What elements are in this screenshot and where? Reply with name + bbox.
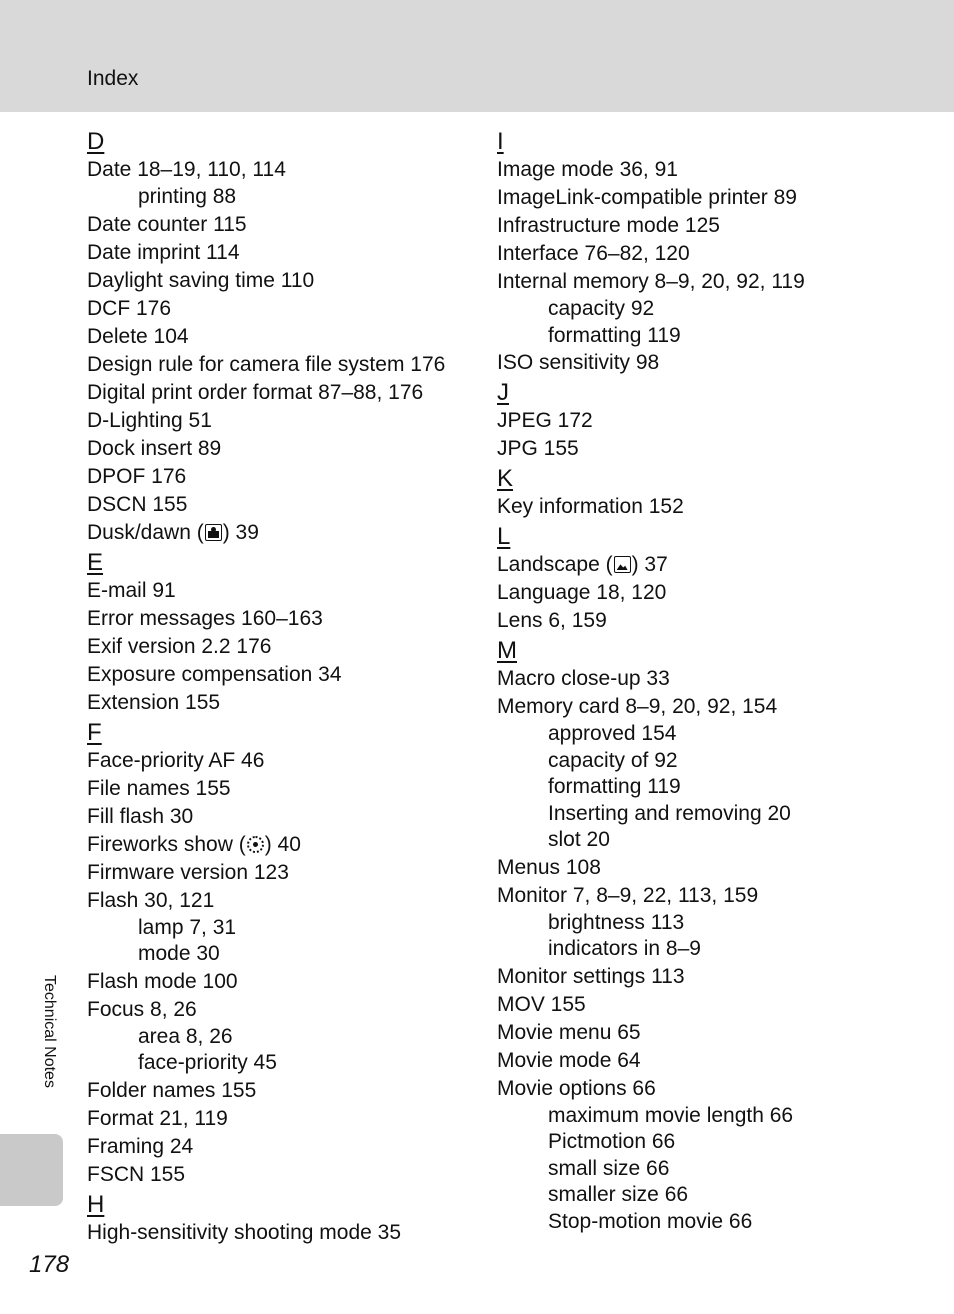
letter-heading-text: D <box>87 128 105 155</box>
index-subentry: small size 66 <box>548 1156 670 1180</box>
section-label: Technical Notes <box>41 975 58 1088</box>
letter-heading <box>87 717 482 747</box>
index-entry: ImageLink-compatible printer 89 <box>497 186 797 209</box>
index-subentry: slot 20 <box>548 828 610 851</box>
letter-heading-text: K <box>497 465 514 492</box>
index-subentry: indicators in 8–9 <box>548 937 701 960</box>
index-entry: Dock insert 89 <box>87 436 222 460</box>
index-subentry: formatting 119 <box>548 775 681 798</box>
index-subentry: area 8, 26 <box>138 1024 233 1048</box>
entry-text: Landscape ( <box>497 553 613 576</box>
index-entry: Memory card 8–9, 20, 92, 154 <box>497 695 778 718</box>
index-entry: D-Lighting 51 <box>87 408 212 432</box>
index-entry: Flash 30, 121 <box>87 888 215 912</box>
letter-heading-text: F <box>87 718 102 746</box>
index-entry: JPEG 172 <box>497 409 593 432</box>
index-subentry: smaller size 66 <box>548 1183 689 1206</box>
letter-heading <box>497 126 937 156</box>
index-subentry: Stop-motion movie 66 <box>548 1209 753 1233</box>
index-subentry: mode 30 <box>138 942 220 965</box>
index-entry <box>87 831 482 859</box>
letter-heading <box>87 547 482 577</box>
page-number: 178 <box>29 1251 70 1278</box>
index-entry <box>497 551 937 579</box>
letter-heading-text: I <box>497 128 504 155</box>
index-entry: JPG 155 <box>497 437 579 460</box>
letter-heading <box>87 126 482 156</box>
header-band <box>0 0 954 112</box>
index-entry: Fill flash 30 <box>87 804 194 828</box>
index-entry: Lens 6, 159 <box>497 609 607 632</box>
index-entry: Language 18, 120 <box>497 581 667 604</box>
index-entry: Movie mode 64 <box>497 1048 641 1072</box>
index-entry: Folder names 155 <box>87 1078 257 1102</box>
index-subentry: capacity of 92 <box>548 748 678 772</box>
index-entry: Daylight saving time 110 <box>87 268 315 292</box>
index-entry: Monitor 7, 8–9, 22, 113, 159 <box>497 883 759 907</box>
index-entry: Infrastructure mode 125 <box>497 214 720 237</box>
letter-heading <box>497 635 937 665</box>
index-subentry: capacity 92 <box>548 297 655 320</box>
index-entry: Delete 104 <box>87 324 189 348</box>
index-subentry: maximum movie length 66 <box>548 1103 794 1127</box>
index-entry: Design rule for camera file system 176 <box>87 352 446 376</box>
index-entry: E-mail 91 <box>87 578 176 602</box>
index-subentry: lamp 7, 31 <box>138 915 237 939</box>
index-entry: DSCN 155 <box>87 492 188 516</box>
entry-text: Fireworks show ( <box>87 832 246 856</box>
index-entry: Exif version 2.2 176 <box>87 634 272 658</box>
index-entry: Date imprint 114 <box>87 240 240 264</box>
fireworks-icon <box>247 836 264 853</box>
letter-heading <box>87 1189 482 1219</box>
index-entry: Face-priority AF 46 <box>87 748 265 772</box>
letter-heading <box>497 521 937 551</box>
index-entry: Focus 8, 26 <box>87 997 197 1021</box>
index-entry: File names 155 <box>87 776 231 800</box>
index-entry: Date counter 115 <box>87 212 247 236</box>
letter-heading <box>497 463 937 493</box>
letter-heading <box>497 377 937 407</box>
index-entry: Digital print order format 87–88, 176 <box>87 380 424 404</box>
letter-heading-text: H <box>87 1190 105 1218</box>
index-entry <box>87 519 482 547</box>
index-subentry: brightness 113 <box>548 910 685 934</box>
index-subentry: face-priority 45 <box>138 1051 277 1074</box>
section-tab <box>0 1134 63 1206</box>
index-subentry: printing 88 <box>138 185 237 208</box>
index-column-left <box>87 126 482 1247</box>
letter-heading-text: L <box>497 523 511 550</box>
index-entry: DPOF 176 <box>87 464 187 488</box>
index-entry: Movie menu 65 <box>497 1020 641 1044</box>
letter-heading-text: M <box>497 637 517 664</box>
entry-page-ref: ) 37 <box>631 553 668 576</box>
index-subentry: Pictmotion 66 <box>548 1130 676 1153</box>
letter-heading-text: E <box>87 548 104 576</box>
index-entry: Monitor settings 113 <box>497 964 685 988</box>
landscape-icon <box>614 556 631 573</box>
index-entry: Firmware version 123 <box>87 860 289 884</box>
index-subentry: approved 154 <box>548 722 677 745</box>
index-entry: MOV 155 <box>497 992 586 1016</box>
index-entry: Movie options 66 <box>497 1076 656 1100</box>
index-subentry: formatting 119 <box>548 323 681 347</box>
letter-heading-text: J <box>497 379 509 406</box>
entry-page-ref: ) 39 <box>222 520 259 544</box>
index-entry: Exposure compensation 34 <box>87 662 342 686</box>
index-entry: Date 18–19, 110, 114 <box>87 158 286 181</box>
index-entry: High-sensitivity shooting mode 35 <box>87 1220 401 1244</box>
index-entry: DCF 176 <box>87 296 172 320</box>
index-entry: Extension 155 <box>87 690 221 714</box>
index-entry: Flash mode 100 <box>87 969 238 993</box>
entry-text: Dusk/dawn ( <box>87 520 204 544</box>
index-entry: Error messages 160–163 <box>87 606 323 630</box>
index-entry: Image mode 36, 91 <box>497 158 678 181</box>
index-entry: Menus 108 <box>497 855 601 879</box>
dusk-dawn-icon <box>205 524 222 541</box>
index-entry: Macro close-up 33 <box>497 667 670 690</box>
index-subentry: Inserting and removing 20 <box>548 801 791 825</box>
index-entry: Format 21, 119 <box>87 1106 228 1130</box>
index-entry: FSCN 155 <box>87 1162 186 1186</box>
index-entry: Key information 152 <box>497 495 684 518</box>
index-entry: Framing 24 <box>87 1134 194 1158</box>
index-entry: ISO sensitivity 98 <box>497 351 660 374</box>
index-entry: Internal memory 8–9, 20, 92, 119 <box>497 270 805 293</box>
index-entry: Interface 76–82, 120 <box>497 242 690 265</box>
entry-page-ref: ) 40 <box>264 832 301 856</box>
index-column-right <box>497 126 937 1235</box>
page-title: Index <box>87 67 139 90</box>
